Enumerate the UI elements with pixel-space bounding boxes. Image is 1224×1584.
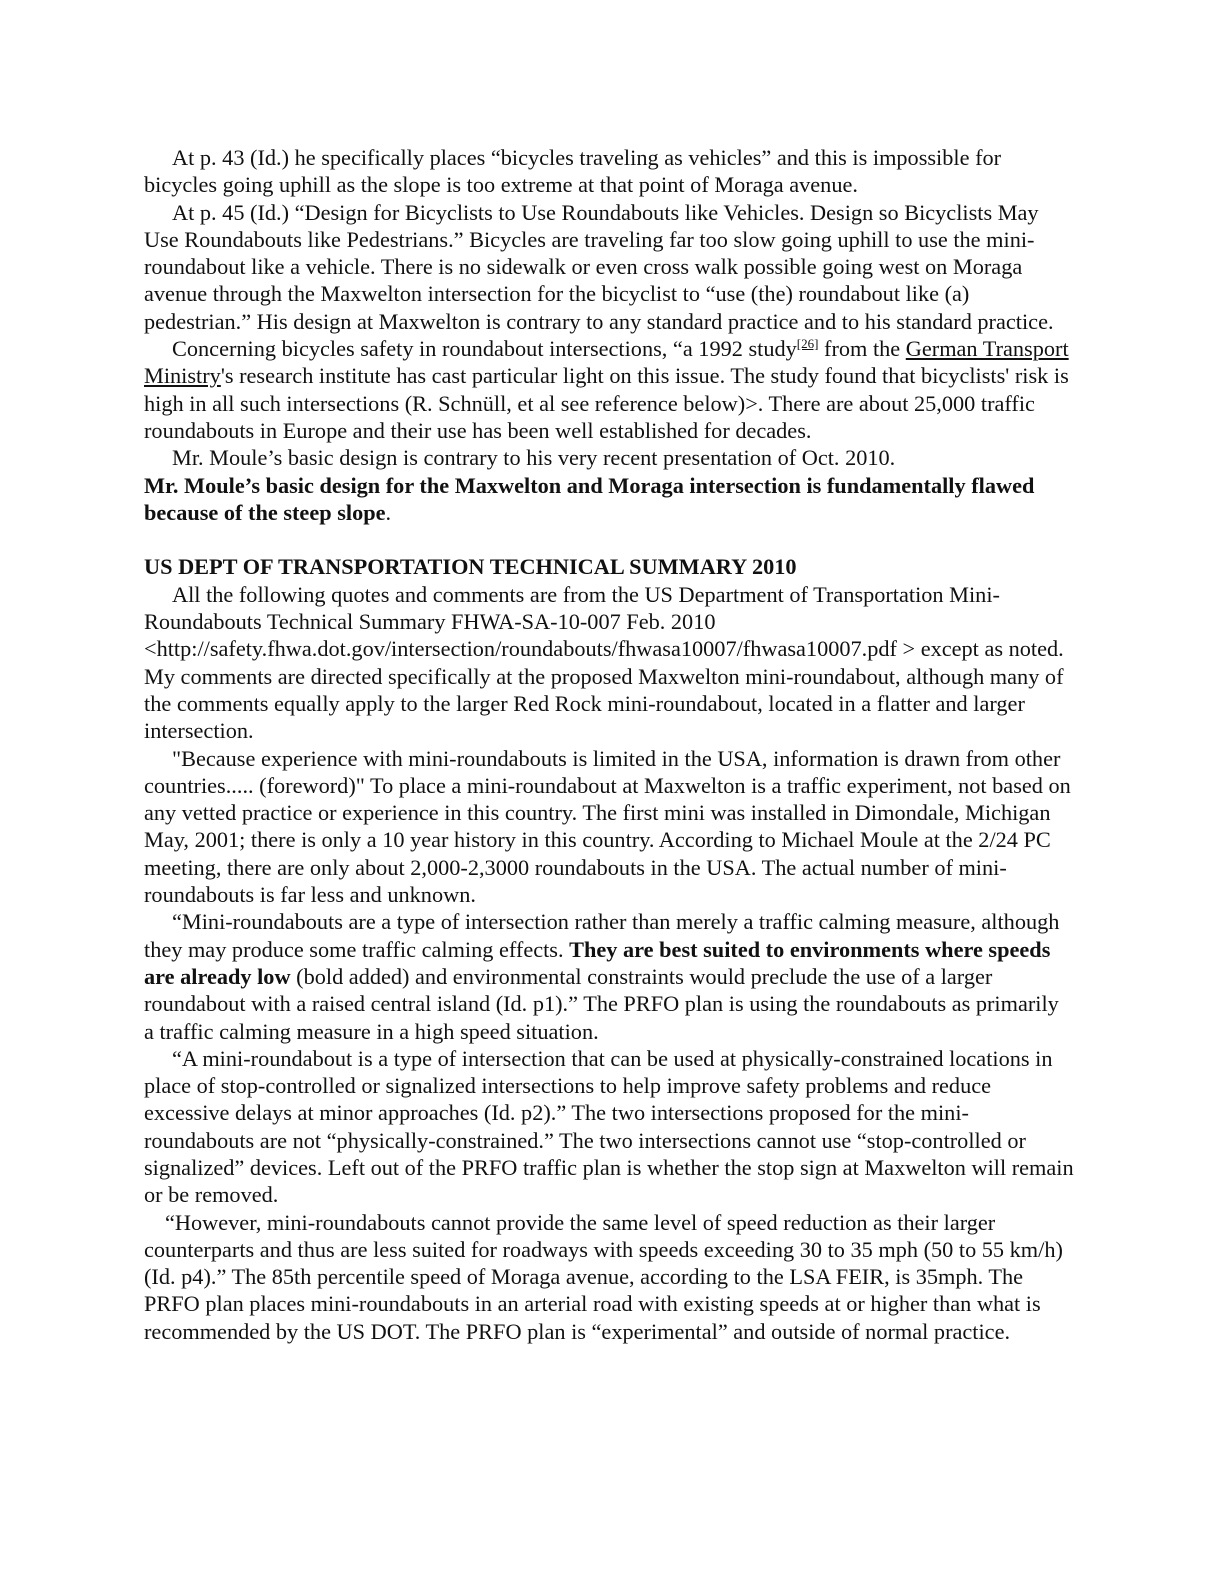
paragraph-p43: At p. 43 (Id.) he specifically places “bicycles traveling as vehicles” and this is impossible for bicycles going uphill as the slope is too extreme at that point of Moraga avenue. xyxy=(144,145,1002,198)
paragraph-text: (bold added) and environmental constraints would preclude the use of a larger roundabout with a raised central island (Id. p1).” The PRFO plan is using the roundabouts as primarily a traffic calming measure in a high speed situation. xyxy=(144,963,1059,1044)
paragraph-moule-presentation: Mr. Moule’s basic design is contrary to his very recent presentation of Oct. 2010. xyxy=(172,445,896,471)
paragraph-bicycle-safety xyxy=(144,335,1074,444)
paragraph-source: All the following quotes and comments are from the US Department of Transportation Mini-Roundabouts Technical Summary FHWA-SA-10-007 Feb. 2010 <http://safety.fhwa.dot.gov/intersection/roundabouts/fhwasa10007/fhwasa10007.pdf > except as noted. My comments are directed specifically at the proposed Maxwelton mini-roundabout, although many of the comments equally apply to the larger Red Rock mini-roundabout, located in a flatter and larger intersection. xyxy=(144,581,1064,744)
bold-statement: Mr. Moule’s basic design for the Maxwelton and Moraga intersection is fundamentally flawed because of the steep slope xyxy=(144,472,1035,525)
reference-link[interactable]: [26] xyxy=(796,336,819,352)
paragraph-speed-reduction: “However, mini-roundabouts cannot provide the same level of speed reduction as their larger counterparts and thus are less suited for roadways with speeds exceeding 30 to 35 mph (50 to 55 km/h) (Id. p4).” The 85th percentile speed of Moraga avenue, according to the LSA FEIR, is 35mph. The PRFO plan places mini-roundabouts in an arterial road with existing speeds at or higher than what is recommended by the US DOT. The PRFO plan is “experimental” and outside of normal practice. xyxy=(144,1209,1063,1344)
paragraph-traffic-calming xyxy=(144,908,1074,1044)
paragraph-experience: "Because experience with mini-roundabouts is limited in the USA, information is drawn from other countries..... (foreword)" To place a mini-roundabout at Maxwelton is a traffic experiment, not based on any vetted practice or experience in this country. The first mini was installed in Dimondale, Michigan May, 2001; there is only a 10 year history in this country. According to Michael Moule at the 2/24 PC meeting, there are only about 2,000-2,3000 roundabouts in the USA. The actual number of mini-roundabouts is far less and unknown. xyxy=(144,745,1071,908)
paragraph-text: . xyxy=(385,499,392,525)
paragraph-physically-constrained: “A mini-roundabout is a type of intersection that can be used at physically-constrained locations in place of stop-controlled or signalized intersections to help improve safety problems and reduce excessive delays at minor approaches (Id. p2).” The two intersections proposed for the mini-roundabouts are not “physically-constrained.” The two intersections cannot use “stop-controlled or signalized” devices. Left out of the PRFO traffic plan is whether the stop sign at Maxwelton will remain or be removed. xyxy=(144,1045,1074,1208)
document-page xyxy=(144,144,1074,1345)
paragraph-conclusion xyxy=(144,472,1074,527)
section-heading: US DEPT OF TRANSPORTATION TECHNICAL SUMMARY 2010 xyxy=(144,554,797,580)
paragraph-p45: At p. 45 (Id.) “Design for Bicyclists to Use Roundabouts like Vehicles. Design so Bicyclists May Use Roundabouts like Pedestrians.” Bicycles are traveling far too slow going uphill to use the mini-roundabout like a vehicle. There is no sidewalk or even cross walk possible going west on Moraga avenue through the Maxwelton intersection for the bicyclist to “use (the) roundabout like (a) pedestrian.” His design at Maxwelton is contrary to any standard practice and to his standard practice. xyxy=(144,199,1054,334)
paragraph-text: “Mini-roundabouts are a type of intersection rather than merely a traffic calming measure, although they may produce some traffic calming effects. xyxy=(144,909,1060,962)
paragraph-text: from the xyxy=(818,336,906,362)
german-transport-ministry-link[interactable]: German Transport Ministry xyxy=(144,336,1069,389)
paragraph-text: Concerning bicycles safety in roundabout intersections, “a 1992 study xyxy=(172,336,797,362)
paragraph-text: 's research institute has cast particular light on this issue. The study found that bicyclists' risk is high in all such intersections (R. Schnüll, et al see reference below)>. There are about 25,000 traffic roundabouts in Europe and their use has been well established for decades. xyxy=(144,363,1069,443)
bold-statement: They are best suited to environments where speeds are already low xyxy=(144,936,1051,989)
